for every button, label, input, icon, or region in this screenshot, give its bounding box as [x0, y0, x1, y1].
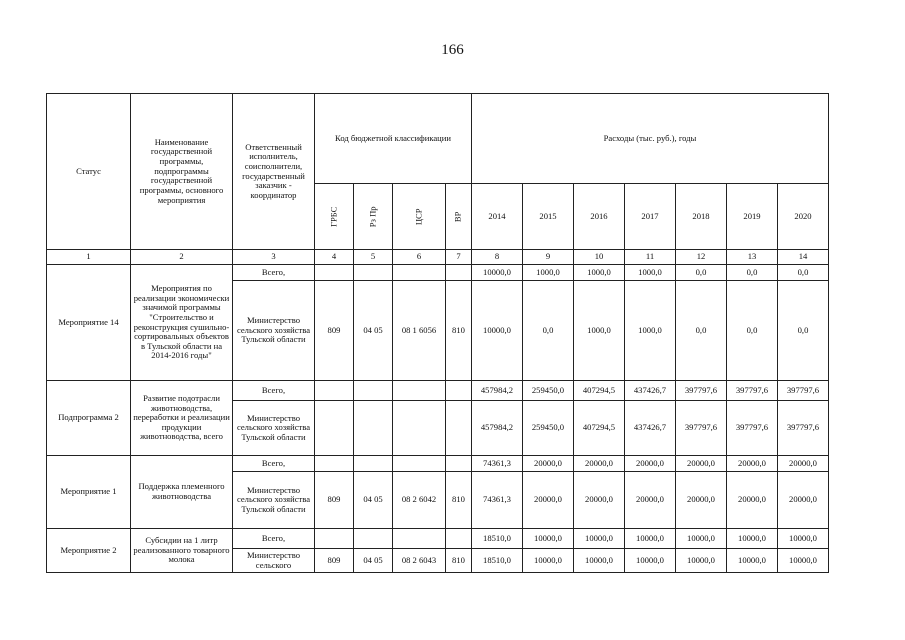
total-value: 10000,0 — [676, 529, 727, 549]
header-name: Наименование государственной программы, подпрограммы государственной программы, основного мероприятия — [131, 94, 233, 250]
code-grbs: 809 — [315, 549, 354, 573]
total-value: 397797,6 — [727, 381, 778, 401]
row-status: Мероприятие 1 — [47, 456, 131, 529]
code-csr: 08 1 6056 — [393, 281, 446, 381]
total-value: 10000,0 — [574, 529, 625, 549]
row-responsible: Министерство сельского хозяйства Тульской области — [233, 472, 315, 529]
total-value: 259450,0 — [523, 381, 574, 401]
total-value: 397797,6 — [778, 381, 829, 401]
column-number: 3 — [233, 250, 315, 265]
table-row — [47, 529, 829, 549]
row-name: Мероприятия по реализации экономически значимой программы "Строительство и реконструкция сушильно-сортировальных объектов в Тульской области на 2014-2016 годы" — [131, 265, 233, 381]
column-number: 5 — [354, 250, 393, 265]
total-value: 10000,0 — [472, 265, 523, 281]
empty-cell — [354, 456, 393, 472]
code-rzpr: 04 05 — [354, 549, 393, 573]
header-csr: ЦСР — [393, 184, 446, 250]
row-name: Субсидии на 1 литр реализованного товарного молока — [131, 529, 233, 573]
code-vr: 810 — [446, 472, 472, 529]
empty-cell — [315, 456, 354, 472]
total-value: 407294,5 — [574, 381, 625, 401]
column-number: 1 — [47, 250, 131, 265]
code-vr — [446, 401, 472, 456]
empty-cell — [315, 265, 354, 281]
detail-value: 0,0 — [523, 281, 574, 381]
total-value: 1000,0 — [625, 265, 676, 281]
detail-value: 74361,3 — [472, 472, 523, 529]
total-value: 20000,0 — [625, 456, 676, 472]
empty-cell — [446, 529, 472, 549]
total-value: 20000,0 — [676, 456, 727, 472]
column-number: 6 — [393, 250, 446, 265]
detail-value: 397797,6 — [676, 401, 727, 456]
column-number: 4 — [315, 250, 354, 265]
detail-value: 0,0 — [727, 281, 778, 381]
total-value: 1000,0 — [574, 265, 625, 281]
code-grbs: 809 — [315, 281, 354, 381]
detail-value: 10000,0 — [676, 549, 727, 573]
total-value: 20000,0 — [574, 456, 625, 472]
detail-value: 20000,0 — [625, 472, 676, 529]
detail-value: 18510,0 — [472, 549, 523, 573]
detail-value: 20000,0 — [727, 472, 778, 529]
table-row — [47, 265, 829, 281]
column-number: 8 — [472, 250, 523, 265]
total-value: 0,0 — [778, 265, 829, 281]
empty-cell — [315, 529, 354, 549]
empty-cell — [393, 529, 446, 549]
code-rzpr: 04 05 — [354, 281, 393, 381]
header-year: 2019 — [727, 184, 778, 250]
total-value: 0,0 — [727, 265, 778, 281]
total-value: 0,0 — [676, 265, 727, 281]
empty-cell — [446, 456, 472, 472]
total-value: 10000,0 — [523, 529, 574, 549]
code-grbs: 809 — [315, 472, 354, 529]
detail-value: 10000,0 — [472, 281, 523, 381]
table-body — [47, 265, 829, 573]
empty-cell — [446, 381, 472, 401]
detail-value: 20000,0 — [676, 472, 727, 529]
header-budget-code: Код бюджетной классификации — [315, 94, 472, 184]
total-value: 397797,6 — [676, 381, 727, 401]
detail-value: 1000,0 — [625, 281, 676, 381]
total-value: 457984,2 — [472, 381, 523, 401]
row-status: Мероприятие 14 — [47, 265, 131, 381]
header-responsible: Ответственный исполнитель, соисполнители, государственный заказчик - координатор — [233, 94, 315, 250]
row-responsible: Министерство сельского хозяйства Тульской области — [233, 401, 315, 456]
detail-value: 0,0 — [676, 281, 727, 381]
detail-value: 0,0 — [778, 281, 829, 381]
code-csr — [393, 401, 446, 456]
detail-value: 10000,0 — [778, 549, 829, 573]
row-total-label: Всего, — [233, 381, 315, 401]
header-vr: ВР — [446, 184, 472, 250]
detail-value: 259450,0 — [523, 401, 574, 456]
column-number: 2 — [131, 250, 233, 265]
code-rzpr — [354, 401, 393, 456]
detail-value: 10000,0 — [625, 549, 676, 573]
page-number: 166 — [441, 42, 464, 58]
detail-value: 10000,0 — [727, 549, 778, 573]
empty-cell — [354, 381, 393, 401]
row-total-label: Всего, — [233, 529, 315, 549]
code-vr: 810 — [446, 549, 472, 573]
detail-value: 20000,0 — [523, 472, 574, 529]
code-csr: 08 2 6042 — [393, 472, 446, 529]
total-value: 10000,0 — [727, 529, 778, 549]
code-grbs — [315, 401, 354, 456]
total-value: 20000,0 — [778, 456, 829, 472]
column-number: 9 — [523, 250, 574, 265]
total-value: 18510,0 — [472, 529, 523, 549]
detail-value: 457984,2 — [472, 401, 523, 456]
row-responsible: Министерство сельского — [233, 549, 315, 573]
detail-value: 1000,0 — [574, 281, 625, 381]
total-value: 10000,0 — [778, 529, 829, 549]
table-row — [47, 456, 829, 472]
table-row — [47, 381, 829, 401]
row-responsible: Министерство сельского хозяйства Тульской области — [233, 281, 315, 381]
detail-value: 397797,6 — [727, 401, 778, 456]
column-number: 11 — [625, 250, 676, 265]
column-number: 14 — [778, 250, 829, 265]
column-number: 13 — [727, 250, 778, 265]
detail-value: 397797,6 — [778, 401, 829, 456]
empty-cell — [393, 456, 446, 472]
empty-cell — [354, 529, 393, 549]
header-expenses: Расходы (тыс. руб.), годы — [472, 94, 829, 184]
detail-value: 20000,0 — [778, 472, 829, 529]
header-year: 2016 — [574, 184, 625, 250]
row-status: Мероприятие 2 — [47, 529, 131, 573]
header-rzpr: Рз Пр — [354, 184, 393, 250]
code-csr: 08 2 6043 — [393, 549, 446, 573]
detail-value: 20000,0 — [574, 472, 625, 529]
header-year: 2018 — [676, 184, 727, 250]
detail-value: 407294,5 — [574, 401, 625, 456]
code-rzpr: 04 05 — [354, 472, 393, 529]
total-value: 437426,7 — [625, 381, 676, 401]
detail-value: 10000,0 — [574, 549, 625, 573]
header-year: 2015 — [523, 184, 574, 250]
column-number: 10 — [574, 250, 625, 265]
column-number: 7 — [446, 250, 472, 265]
header-year: 2020 — [778, 184, 829, 250]
empty-cell — [393, 265, 446, 281]
header-grbs: ГРБС — [315, 184, 354, 250]
row-total-label: Всего, — [233, 456, 315, 472]
column-number: 12 — [676, 250, 727, 265]
total-value: 74361,3 — [472, 456, 523, 472]
empty-cell — [315, 381, 354, 401]
empty-cell — [446, 265, 472, 281]
header-year: 2017 — [625, 184, 676, 250]
total-value: 10000,0 — [625, 529, 676, 549]
row-name: Поддержка племенного животноводства — [131, 456, 233, 529]
total-value: 20000,0 — [727, 456, 778, 472]
total-value: 20000,0 — [523, 456, 574, 472]
empty-cell — [354, 265, 393, 281]
code-vr: 810 — [446, 281, 472, 381]
budget-table — [46, 93, 829, 573]
detail-value: 437426,7 — [625, 401, 676, 456]
empty-cell — [393, 381, 446, 401]
header-status: Статус — [47, 94, 131, 250]
detail-value: 10000,0 — [523, 549, 574, 573]
row-status: Подпрограмма 2 — [47, 381, 131, 456]
total-value: 1000,0 — [523, 265, 574, 281]
header-year: 2014 — [472, 184, 523, 250]
row-total-label: Всего, — [233, 265, 315, 281]
row-name: Развитие подотрасли животноводства, переработки и реализации продукции животноводства, всего — [131, 381, 233, 456]
